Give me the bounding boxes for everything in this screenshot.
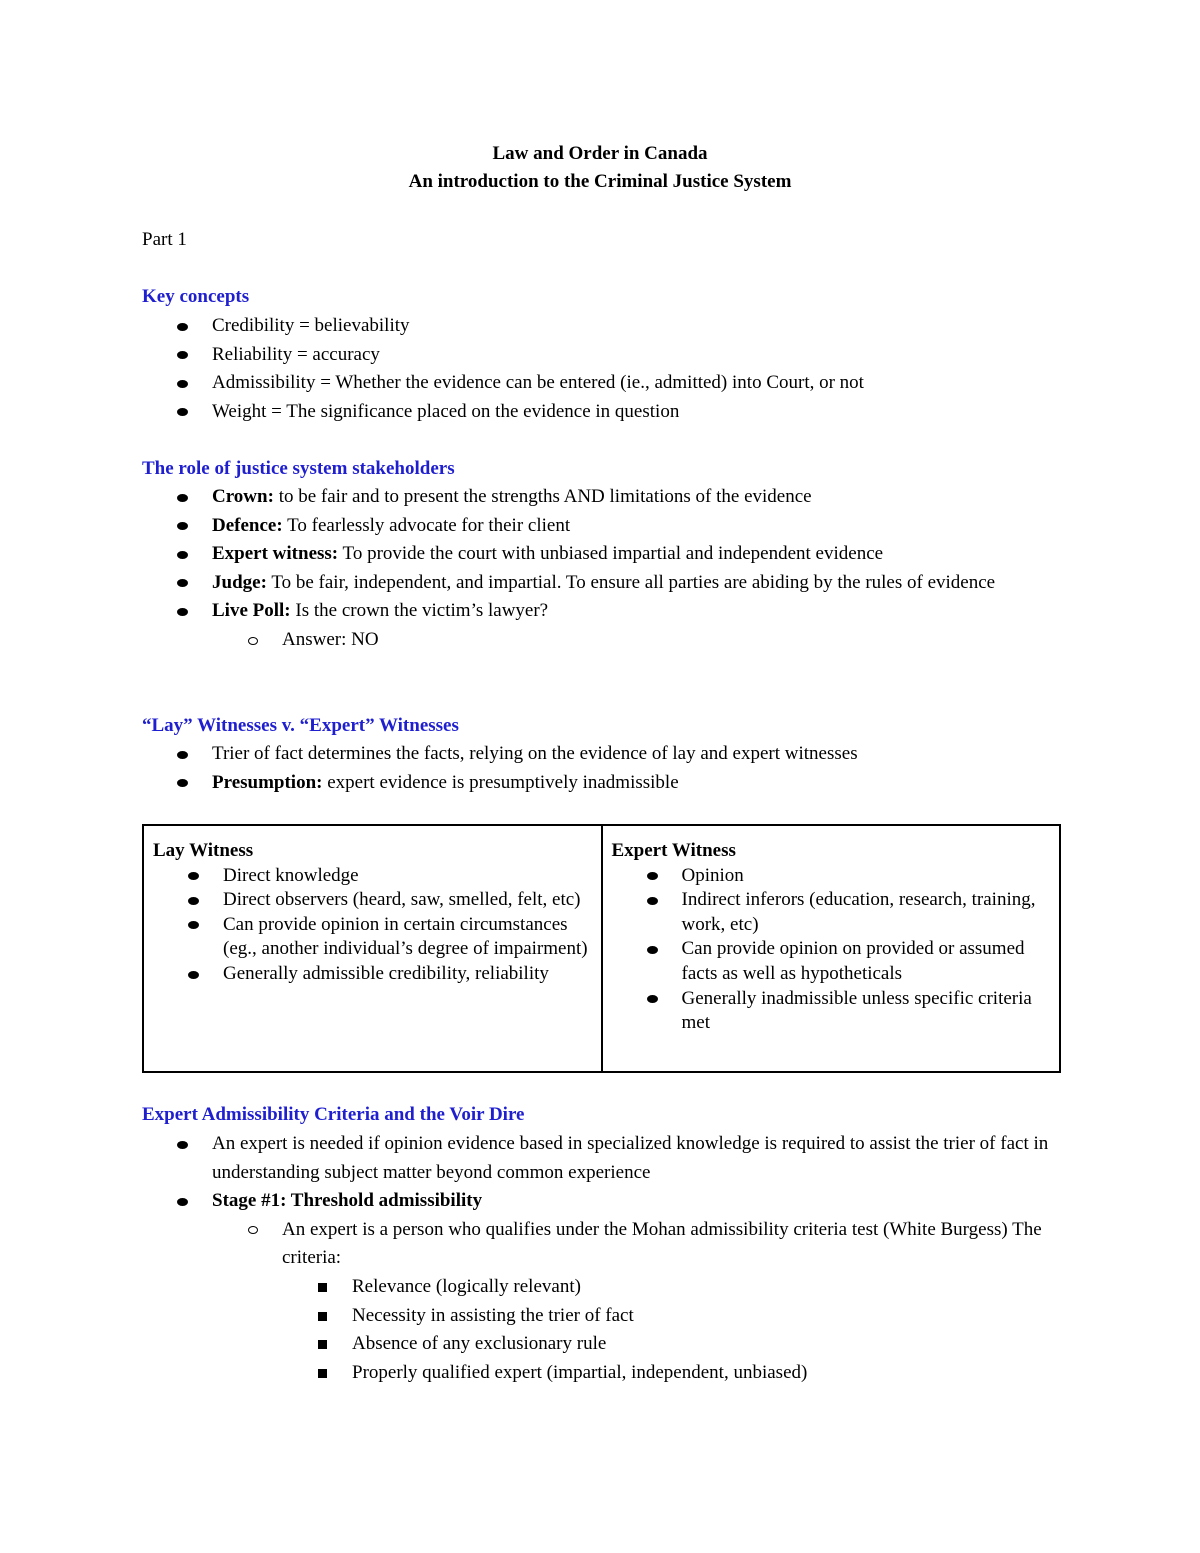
list-item: Absence of any exclusionary rule — [282, 1330, 1062, 1359]
bullet-icon — [647, 872, 658, 880]
witness-comparison-table — [142, 824, 1061, 1073]
list-item: Crown: to be fair and to present the strengths AND limitations of the evidence — [142, 483, 1042, 512]
part-label: Part 1 — [142, 229, 187, 250]
list-item: Generally inadmissible unless specific criteria met — [612, 987, 1051, 1036]
key-concepts-heading: Key concepts — [142, 286, 250, 307]
key-concepts-list — [142, 312, 1062, 426]
document-title: Law and Order in Canada — [492, 143, 708, 164]
list-item: Relevance (logically relevant) — [282, 1273, 1062, 1302]
expert-witness-header: Expert Witness — [611, 840, 736, 861]
bullet-icon — [177, 494, 188, 502]
square-bullet-icon — [318, 1312, 327, 1321]
lay-witness-header: Lay Witness — [153, 840, 254, 861]
lay-witness-list — [153, 864, 592, 987]
list-item: Indirect inferors (education, research, training, work, etc) — [612, 888, 1051, 937]
admissibility-list — [142, 1130, 1062, 1387]
stage1-sublist — [212, 1216, 1062, 1388]
list-item: An expert is needed if opinion evidence based in specialized knowledge is required to assist the trier of fact in understanding subject matter beyond common experience — [142, 1130, 1062, 1187]
list-item: Opinion — [612, 864, 1051, 889]
list-item: Defence: To fearlessly advocate for their client — [142, 512, 1042, 541]
list-item: Necessity in assisting the trier of fact — [282, 1302, 1062, 1331]
list-item: Stage #1: Threshold admissibility An expert is a person who qualifies under the Mohan admissibility criteria test (White Burgess) The criteria: Relevance (logically relevant) Necessity in assisting the trier of fact Absence of any exclusionary rule Properly qualified expert (impartial, independent, unbiased) — [142, 1187, 1062, 1387]
list-item: Judge: To be fair, independent, and impartial. To ensure all parties are abiding by the rules of evidence — [142, 569, 1042, 598]
bullet-icon — [177, 779, 188, 787]
lay-witness-cell — [143, 825, 602, 1072]
list-item: An expert is a person who qualifies under the Mohan admissibility criteria test (White Burgess) The criteria: Relevance (logically relevant) Necessity in assisting the trier of fact Absence of any exclusionary rule Properly qualified expert (impartial, independent, unbiased) — [212, 1216, 1062, 1388]
bullet-icon — [177, 522, 188, 530]
list-item: Can provide opinion on provided or assumed facts as well as hypotheticals — [612, 937, 1051, 986]
bullet-icon — [177, 751, 188, 759]
stakeholders-list — [142, 483, 1042, 655]
lay-vs-expert-heading: “Lay” Witnesses v. “Expert” Witnesses — [142, 715, 459, 736]
bullet-icon — [177, 380, 188, 388]
expert-witness-cell — [602, 825, 1061, 1072]
list-item: Credibility = believability — [142, 312, 1062, 341]
bullet-icon — [177, 1141, 188, 1149]
bullet-icon — [188, 872, 199, 880]
bullet-icon — [188, 921, 199, 929]
stakeholders-heading: The role of justice system stakeholders — [142, 458, 455, 479]
bullet-icon — [647, 946, 658, 954]
list-item: Direct knowledge — [153, 864, 592, 889]
list-item: Can provide opinion in certain circumstances (eg., another individual’s degree of impairment) — [153, 913, 592, 962]
list-item: Expert witness: To provide the court with unbiased impartial and independent evidence — [142, 540, 1042, 569]
square-bullet-icon — [318, 1283, 327, 1292]
bullet-icon — [177, 608, 188, 616]
list-item: Presumption: expert evidence is presumptively inadmissible — [142, 769, 1062, 798]
list-item: Live Poll: Is the crown the victim’s lawyer? Answer: NO — [142, 597, 1042, 654]
bullet-icon — [188, 971, 199, 979]
poll-answer-list — [142, 626, 1042, 655]
table-row — [143, 825, 1060, 1072]
bullet-icon — [177, 551, 188, 559]
list-item: Properly qualified expert (impartial, independent, unbiased) — [282, 1359, 1062, 1388]
admissibility-heading: Expert Admissibility Criteria and the Voir Dire — [142, 1104, 525, 1125]
list-item: Weight = The significance placed on the evidence in question — [142, 398, 1062, 427]
bullet-icon — [177, 351, 188, 359]
bullet-icon — [177, 408, 188, 416]
list-item: Reliability = accuracy — [142, 341, 1062, 370]
square-bullet-icon — [318, 1369, 327, 1378]
bullet-icon — [647, 995, 658, 1003]
circle-bullet-icon — [248, 1226, 258, 1234]
square-bullet-icon — [318, 1340, 327, 1349]
circle-bullet-icon — [248, 637, 258, 645]
list-item: Generally admissible credibility, reliability — [153, 962, 592, 987]
list-item: Admissibility = Whether the evidence can be entered (ie., admitted) into Court, or not — [142, 369, 1062, 398]
list-item: Direct observers (heard, saw, smelled, felt, etc) — [153, 888, 592, 913]
document-subtitle: An introduction to the Criminal Justice System — [408, 171, 792, 192]
expert-witness-list — [612, 864, 1051, 1036]
bullet-icon — [188, 897, 199, 905]
bullet-icon — [177, 1198, 188, 1206]
criteria-list — [282, 1273, 1062, 1387]
bullet-icon — [177, 323, 188, 331]
lay-vs-expert-list — [142, 740, 1062, 797]
bullet-icon — [647, 897, 658, 905]
bullet-icon — [177, 579, 188, 587]
list-item: Trier of fact determines the facts, relying on the evidence of lay and expert witnesses — [142, 740, 1062, 769]
list-item: Answer: NO — [212, 626, 1042, 655]
